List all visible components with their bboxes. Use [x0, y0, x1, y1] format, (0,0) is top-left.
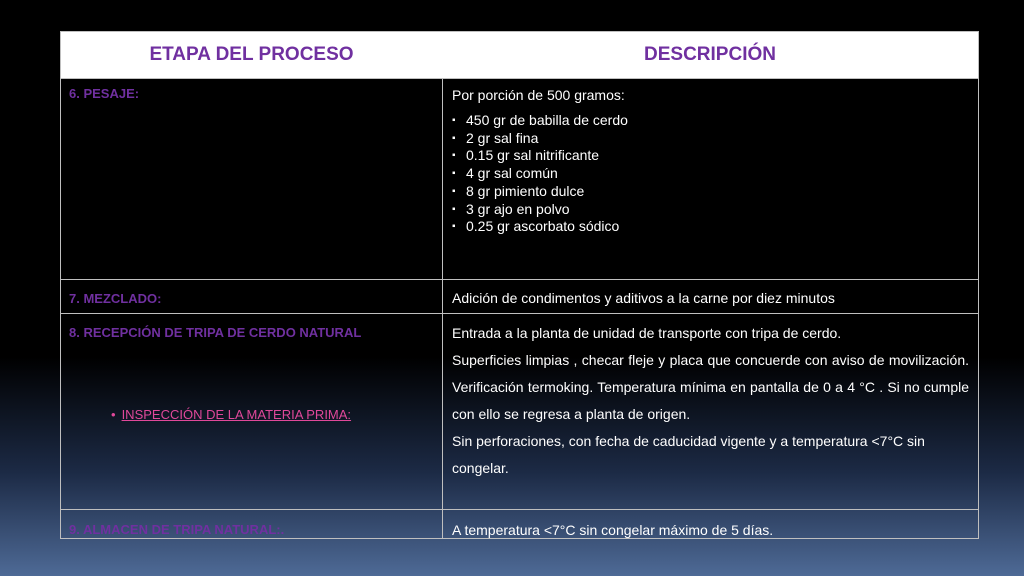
table-header-row	[61, 32, 978, 78]
table-row	[61, 78, 978, 279]
bullet-icon: ▪	[452, 168, 456, 180]
stage-description: Adición de condimentos y aditivos a la carne por diez minutos	[452, 290, 835, 306]
header-cell-stage: ETAPA DEL PROCESO	[149, 44, 354, 65]
bullet-icon: ▪	[452, 115, 456, 126]
table-row	[61, 313, 978, 509]
bullet-icon: ▪	[452, 185, 456, 197]
bullet-icon: •	[111, 407, 116, 422]
list-item: ▪ 3 gr ajo en polvo	[452, 200, 570, 217]
stage-label: 8. RECEPCIÓN DE TRIPA DE CERDO NATURAL	[69, 325, 362, 340]
stage-label: 9. ALMACEN DE TRIPA NATURAL:.	[69, 522, 285, 537]
bullet-icon: ▪	[452, 150, 456, 162]
bullet-icon: ▪	[452, 203, 456, 215]
stage-description: A temperatura <7°C sin congelar máximo de 5 días.	[452, 522, 774, 538]
substage-label: • INSPECCIÓN DE LA MATERIA PRIMA:	[111, 407, 352, 422]
stage-label: 6. PESAJE:	[69, 86, 140, 101]
table-row	[61, 279, 978, 313]
table-row	[61, 509, 978, 538]
paragraph: Entrada a la planta de unidad de transporte con tripa de cerdo.	[452, 325, 842, 341]
bullet-icon: ▪	[452, 221, 456, 233]
process-table	[60, 31, 979, 539]
paragraph: Superficies limpias , checar fleje y placa que concuerde con aviso de movilización. Verificación termoking. Temperatura mínima en pantalla de 0 a 4 °C . Si no cumple con ello se regresa a planta de origen.	[452, 352, 969, 422]
paragraph: Sin perforaciones, con fecha de caducidad vigente y a temperatura <7°C sin congelar.	[452, 433, 925, 476]
weighing-intro: Por porción de 500 gramos:	[452, 87, 625, 103]
bullet-icon: ▪	[452, 132, 456, 144]
list-item: ▪ 2 gr sal fina	[452, 129, 539, 146]
stage-label: 7. MEZCLADO:	[69, 291, 162, 306]
list-item: ▪ 4 gr sal común	[452, 165, 558, 182]
ingredient-list	[452, 112, 628, 236]
list-item: ▪ 0.25 gr ascorbato sódico	[452, 218, 620, 235]
header-cell-description: DESCRIPCIÓN	[644, 44, 776, 65]
list-item: ▪ 450 gr de babilla de cerdo	[452, 112, 628, 128]
list-item: ▪ 0.15 gr sal nitrificante	[452, 147, 600, 164]
list-item: ▪ 8 gr pimiento dulce	[452, 182, 585, 199]
stage-description	[452, 320, 969, 482]
